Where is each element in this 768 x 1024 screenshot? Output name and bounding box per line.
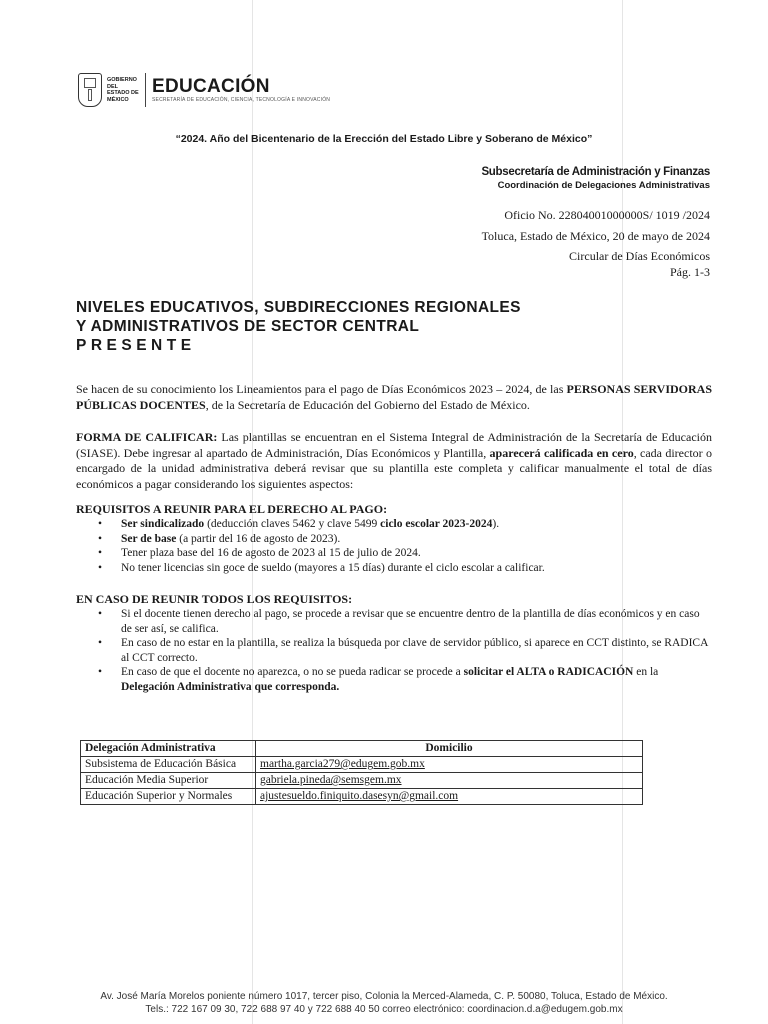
item-text: En caso de que el docente no aparezca, o no se pueda radicar se procede a bbox=[121, 666, 464, 678]
addressee-line: NIVELES EDUCATIVOS, SUBDIRECCIONES REGIONALES bbox=[76, 299, 521, 316]
scan-artifact-line bbox=[622, 0, 623, 1024]
list-item bbox=[76, 532, 712, 547]
requisitos-heading: REQUISITOS A REUNIR PARA EL DERECHO AL PAGO: bbox=[76, 502, 388, 516]
item-bold: Ser sindicalizado bbox=[121, 518, 205, 530]
addressee-line: Y ADMINISTRATIVOS DE SECTOR CENTRAL bbox=[76, 318, 420, 335]
table-row bbox=[81, 789, 643, 805]
addressee bbox=[76, 298, 521, 355]
item-text: Si el docente tienen derecho al pago, se procede a revisar que se encuentre dentro de la plantilla de días económicos y en caso de ser así, se califica. bbox=[121, 608, 700, 635]
delegaciones-table bbox=[80, 740, 643, 805]
list-item bbox=[76, 607, 712, 636]
place-date: Toluca, Estado de México, 20 de mayo de 2024 bbox=[481, 229, 710, 243]
oficio-number: Oficio No. 22804001000000S/ 1019 /2024 bbox=[504, 208, 710, 222]
email-link[interactable]: martha.garcia279@edugem.gob.mx bbox=[256, 757, 643, 773]
item-text: Tener plaza base del 16 de agosto de 2023 al 15 de julio de 2024. bbox=[121, 547, 421, 559]
list-item bbox=[76, 546, 712, 561]
table-header: Domicilio bbox=[256, 741, 643, 757]
gov-line: MÉXICO bbox=[107, 96, 129, 103]
intro-text: , de la Secretaría de Educación del Gobierno del Estado de México. bbox=[205, 397, 530, 412]
gov-line: ESTADO DE bbox=[107, 90, 139, 96]
footer-address: Av. José María Morelos poniente número 1017, tercer piso, Colonia la Merced-Alameda, C. P. 50080, Toluca, Estado de México. bbox=[100, 991, 668, 1002]
item-text: en la bbox=[633, 666, 659, 678]
forma-paragraph bbox=[76, 430, 712, 492]
footer-contact: Tels.: 722 167 09 30, 722 688 97 40 y 722 688 40 50 correo electrónico: coordinacion.d.a@edugem.gob.mx bbox=[145, 1004, 623, 1015]
caso-heading: EN CASO DE REUNIR TODOS LOS REQUISITOS: bbox=[76, 592, 353, 606]
brand bbox=[152, 77, 330, 104]
email-link[interactable]: gabriela.pineda@semsgem.mx bbox=[256, 773, 643, 789]
item-text: No tener licencias sin goce de sueldo (mayores a 15 días) durante el ciclo escolar a calificar. bbox=[121, 561, 545, 574]
bullet-icon: • bbox=[98, 547, 103, 559]
caso-list bbox=[76, 607, 712, 694]
list-item bbox=[76, 517, 712, 532]
year-motto: “2024. Año del Bicentenario de la Erección del Estado Libre y Soberano de México” bbox=[175, 133, 593, 145]
intro-bold: PERSONAS SERVIDORAS PÚBLICAS DOCENTES bbox=[76, 382, 712, 412]
footer bbox=[0, 990, 768, 1016]
table-header: Delegación Administrativa bbox=[81, 741, 256, 757]
bullet-icon: • bbox=[98, 666, 103, 678]
item-text: (deducción claves 5462 y clave 5499 bbox=[204, 518, 381, 530]
table-cell: Educación Superior y Normales bbox=[81, 789, 256, 805]
forma-bold: aparecerá calificada en cero bbox=[489, 445, 634, 460]
item-text: ). bbox=[492, 518, 500, 530]
item-bold: ciclo escolar 2023-2024 bbox=[380, 518, 493, 530]
circular-title: Circular de Días Económicos bbox=[569, 249, 710, 263]
item-text: En caso de no estar en la plantilla, se realiza la búsqueda por clave de servidor público, si aparece en CCT distinto, se RADICA al CCT correcto. bbox=[121, 637, 708, 664]
item-text: (a partir del 16 de agosto de 2023). bbox=[176, 532, 341, 545]
item-bold: Ser de base bbox=[121, 532, 177, 545]
email-link[interactable]: ajustesueldo.finiquito.dasesyn@gmail.com bbox=[256, 789, 643, 805]
item-bold: Delegación Administrativa que corresponda. bbox=[121, 680, 340, 693]
table-header-row bbox=[81, 741, 643, 757]
bullet-icon: • bbox=[98, 518, 103, 530]
list-item bbox=[76, 561, 712, 576]
brand-subtitle: SECRETARÍA DE EDUCACIÓN, CIENCIA, TECNOLOGÍA E INNOVACIÓN bbox=[152, 96, 331, 103]
bullet-icon: • bbox=[98, 608, 103, 620]
requisitos-list bbox=[76, 517, 712, 575]
forma-text: Las plantillas se encuentran en el Sistema Integral de Administración de la Secretaría de Educación (SIASE). Debe ingresar al apartado de Administración, Días Económicos y Plantilla, bbox=[76, 430, 712, 460]
sender-subsecretaria: Subsecretaría de Administración y Finanzas bbox=[481, 166, 710, 178]
bullet-icon: • bbox=[98, 561, 103, 574]
gov-line: GOBIERNO DEL bbox=[107, 77, 137, 90]
forma-text: , cada director o encargado de la unidad administrativa deberá revisar que su plantilla este completa y calificar manualmente el total de días económicos a pagar considerando los siguientes aspectos: bbox=[76, 445, 712, 491]
intro-paragraph bbox=[76, 382, 712, 413]
government-label bbox=[107, 77, 141, 103]
brand-title: EDUCACIÓN bbox=[152, 75, 270, 97]
table-row bbox=[81, 757, 643, 773]
forma-label: FORMA DE CALIFICAR: bbox=[76, 430, 218, 444]
list-item bbox=[76, 636, 712, 665]
page-number: Pág. 1-3 bbox=[670, 265, 710, 279]
table-cell: Subsistema de Educación Básica bbox=[81, 757, 256, 773]
sender-coordinacion: Coordinación de Delegaciones Administrativas bbox=[497, 180, 710, 191]
header-divider bbox=[145, 73, 146, 107]
bullet-icon: • bbox=[98, 637, 103, 649]
state-seal-icon bbox=[78, 73, 102, 107]
table-cell: Educación Media Superior bbox=[81, 773, 256, 789]
item-bold: solicitar el ALTA o RADICACIÓN bbox=[463, 666, 634, 678]
bullet-icon: • bbox=[98, 532, 103, 545]
intro-text: Se hacen de su conocimiento los Lineamientos para el pago de Días Económicos 2023 – 2024, de las bbox=[76, 382, 567, 396]
addressee-presente: PRESENTE bbox=[76, 337, 196, 354]
table-row bbox=[81, 773, 643, 789]
list-item bbox=[76, 665, 712, 694]
letterhead bbox=[78, 70, 330, 110]
